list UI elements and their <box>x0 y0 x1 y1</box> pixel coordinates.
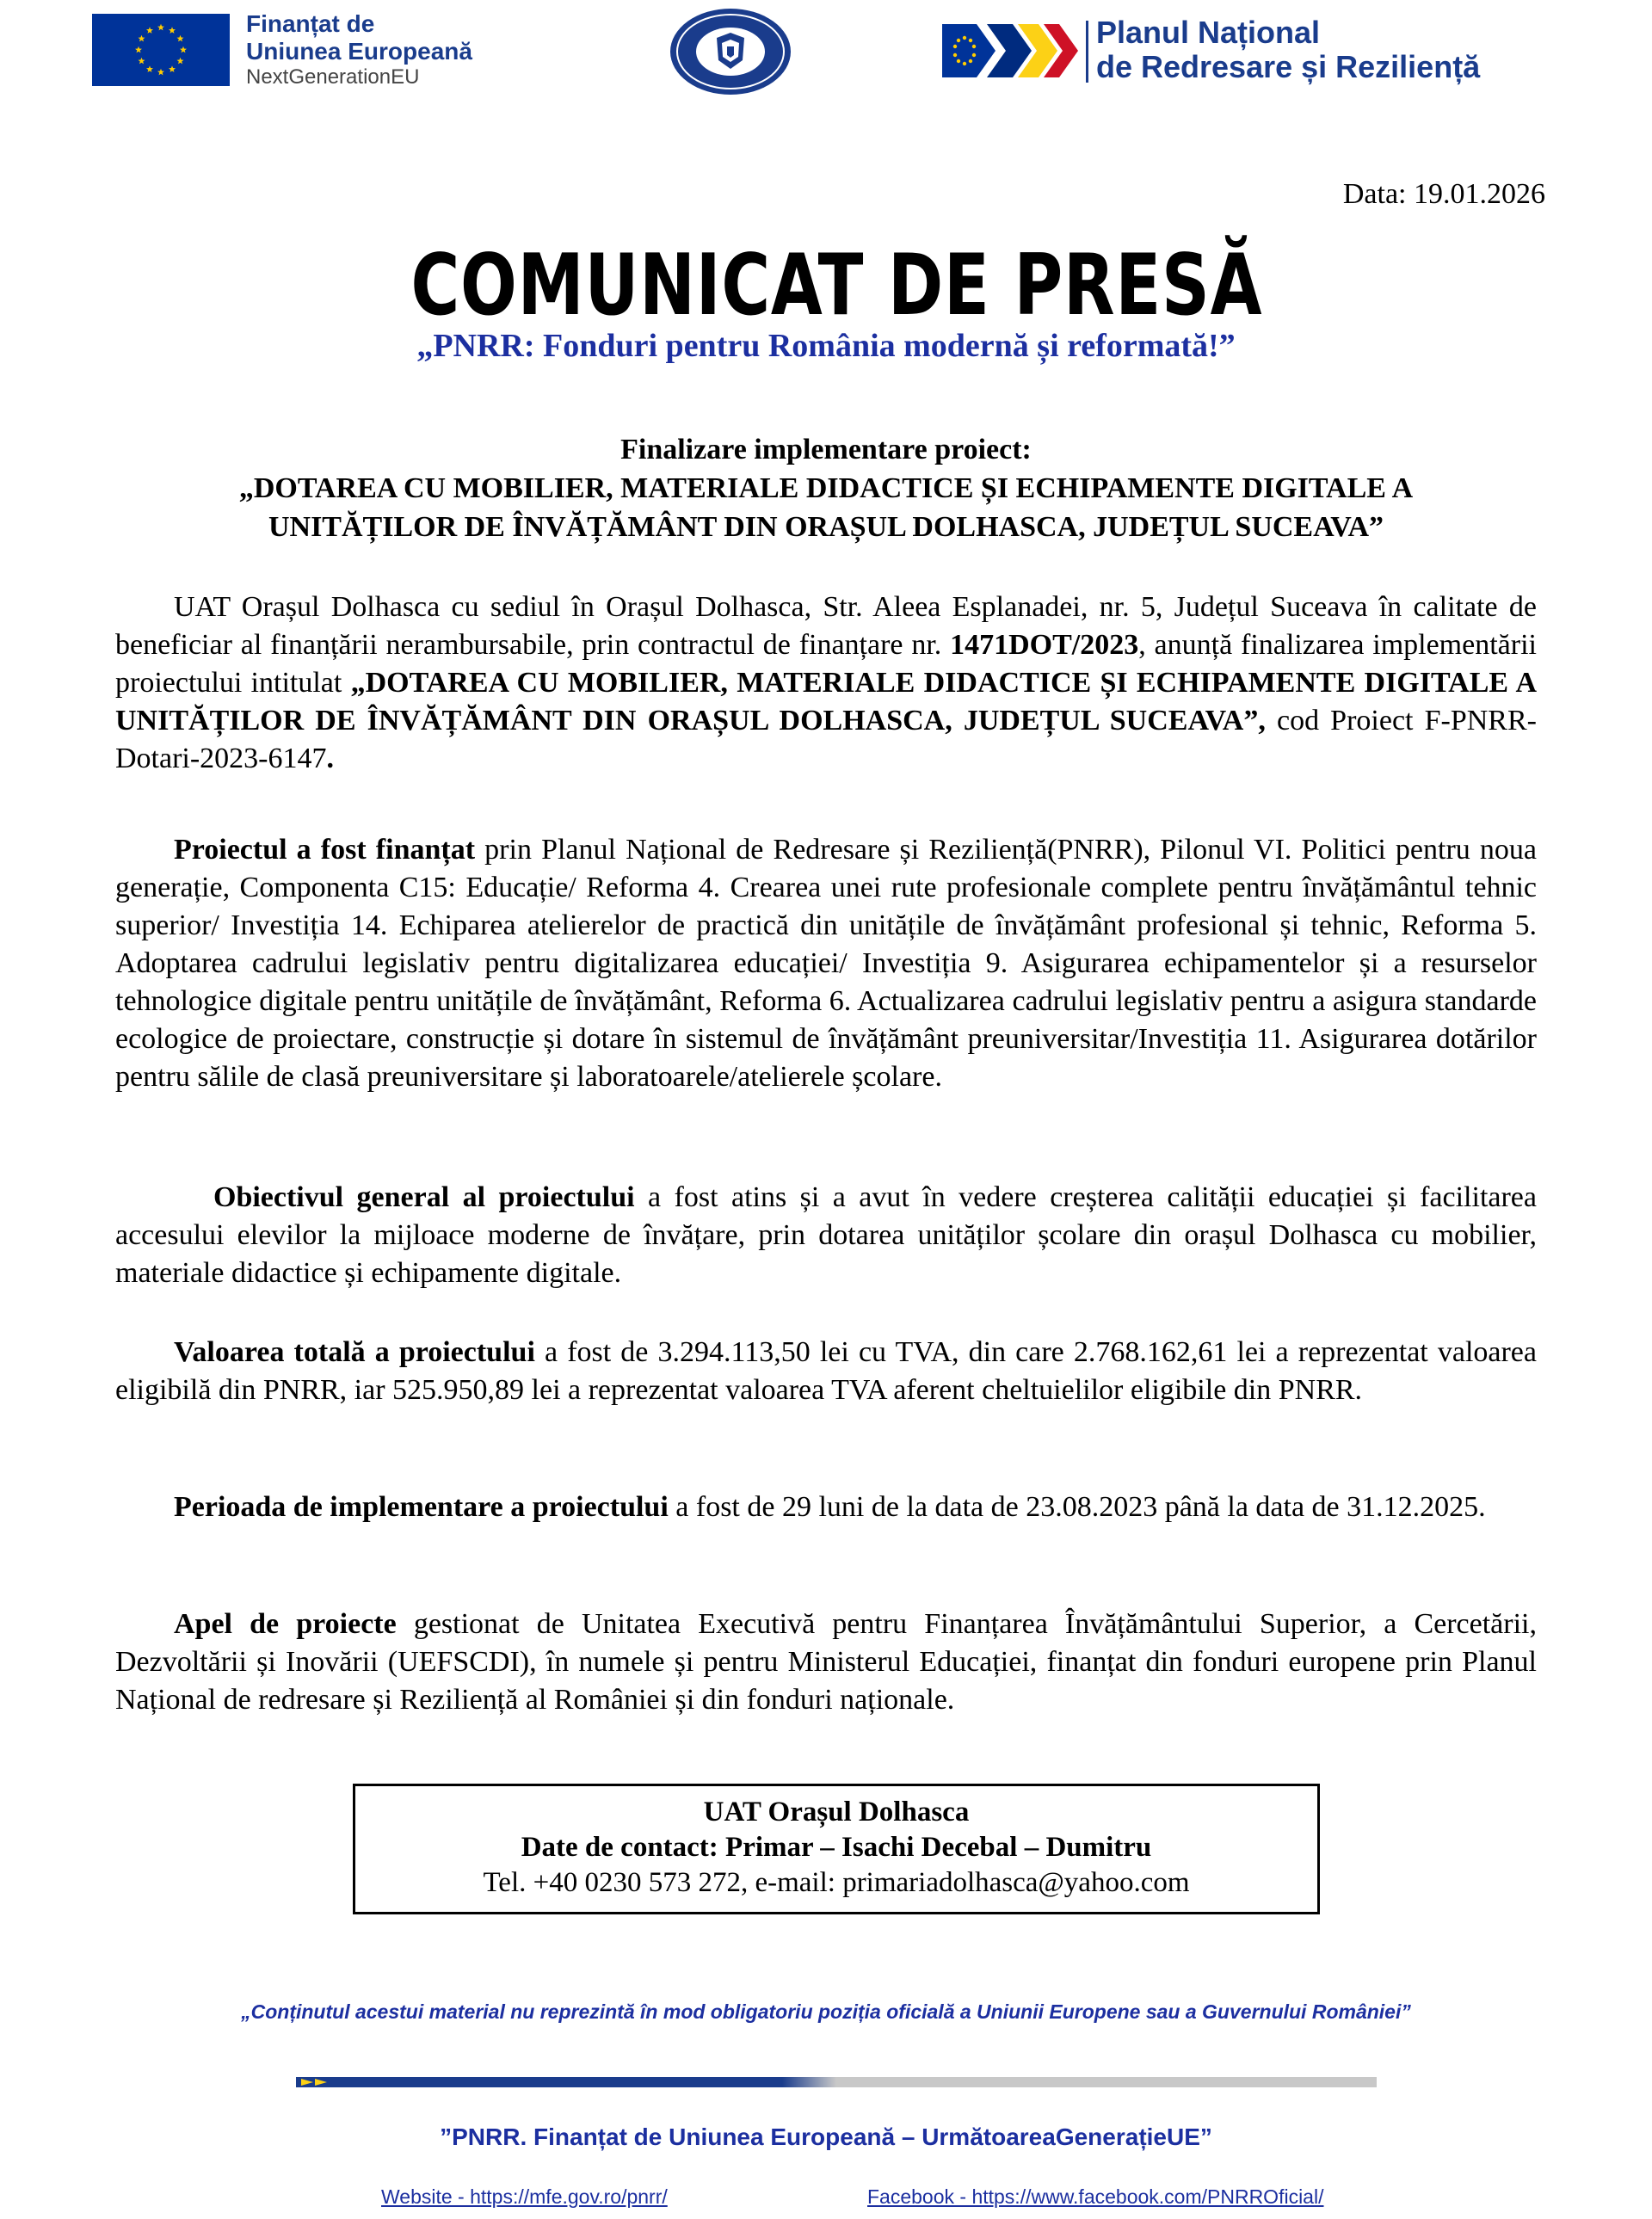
release-date: Data: 19.01.2026 <box>1342 178 1545 210</box>
paragraph-beneficiary <box>115 589 1537 778</box>
contact-person: Date de contact: Primar – Isachi Decebal – Dumitru <box>521 1832 1152 1863</box>
disclaimer: „Conținutul acestui material nu reprezintă în mod obligatoriu poziția oficială a Uniunii Europene sau a Guvernului României” <box>241 2000 1411 2023</box>
p2-lead: Proiectul a fost finanțat <box>174 834 476 866</box>
page-title: COMUNICAT DE PRESĂ <box>410 237 1263 335</box>
eu-line-3: NextGenerationEU <box>246 65 420 89</box>
paragraph-call <box>115 1606 1537 1719</box>
p6-text: gestionat de Unitatea Executivă pentru Finanțarea Învățământului Superior, a Cercetării, Dezvoltării și Inovării (UEFSCDI), în numele și pentru Ministerul Educației, finanțat din fonduri europene prin Planul Național de redresare și Reziliență al României și din fonduri naționale. <box>115 1608 1537 1716</box>
facebook-link[interactable]: Facebook - https://www.facebook.com/PNRROficial/ <box>867 2185 1324 2208</box>
pnrr-line-1: Planul Național <box>1096 15 1321 50</box>
paragraph-objective <box>115 1179 1537 1292</box>
footer-arrow-bar-icon <box>296 2075 1377 2089</box>
slogan: „PNRR: Fonduri pentru România modernă și reformată!” <box>416 328 1236 364</box>
website-link[interactable]: Website - https://mfe.gov.ro/pnrr/ <box>381 2185 668 2208</box>
contact-box <box>353 1784 1320 1914</box>
footer-slogan: ”PNRR. Finanțat de Uniunea Europeană – UrmătoareaGenerațieUE” <box>440 2123 1212 2150</box>
pnrr-line-2: de Redresare și Reziliență <box>1096 49 1481 85</box>
eu-line-2: Uniunea Europeană <box>246 38 472 65</box>
p1-project-name: „DOTAREA CU MOBILIER, MATERIALE DIDACTICE ȘI ECHIPAMENTE DIGITALE A UNITĂȚILOR DE ÎNVĂȚĂMÂNT DIN ORAȘUL DOLHASCA, JUDEȚUL SUCEAVA”, <box>115 667 1537 737</box>
paragraph-financing <box>115 831 1537 1096</box>
p1-end: . <box>326 743 335 774</box>
pnrr-arrows-icon <box>942 19 1078 83</box>
pnrr-separator <box>1086 21 1088 83</box>
p6-lead: Apel de proiecte <box>174 1608 397 1640</box>
p3-lead: Obiectivul general al proiectului <box>213 1181 635 1213</box>
contact-details: Tel. +40 0230 573 272, e-mail: primariadolhasca@yahoo.com <box>483 1867 1190 1898</box>
p4-lead: Valoarea totală a proiectului <box>174 1336 535 1368</box>
p1-text-c: cod Proiect F-PNRR-Dotari-2023-6147 <box>115 705 1537 774</box>
p3-text: a fost atins și a avut în vedere creșterea calității educației și facilitarea accesului elevilor la mijloace moderne de învățare, prin dotarea unităților școlare din orașul Dolhasca cu mobilier, materiale didactice și echipamente digitale. <box>115 1181 1537 1289</box>
eu-flag-icon <box>92 14 230 86</box>
p5-text: a fost de 29 luni de la data de 23.08.2023 până la data de 31.12.2025. <box>668 1491 1486 1523</box>
pnrr-label <box>1096 15 1480 85</box>
paragraph-period <box>115 1489 1537 1526</box>
eu-line-1: Finanțat de <box>246 10 375 37</box>
p4-text: a fost de 3.294.113,50 lei cu TVA, din care 2.768.162,61 lei a reprezentat valoarea eligibilă din PNRR, iar 525.950,89 lei a reprezentat valoarea TVA aferent cheltuielilor eligibile din PNRR. <box>115 1336 1537 1406</box>
p1-text-b: , anunță finalizarea implementării proiectului intitulat <box>115 629 1537 699</box>
p5-lead: Perioada de implementare a proiectului <box>174 1491 669 1523</box>
subtitle-line-2: „DOTAREA CU MOBILIER, MATERIALE DIDACTICE ȘI ECHIPAMENTE DIGITALE A <box>238 472 1414 504</box>
eu-funding-label <box>246 10 472 89</box>
subtitle-line-3: UNITĂȚILOR DE ÎNVĂȚĂMÂNT DIN ORAȘUL DOLHASCA, JUDEȚUL SUCEAVA” <box>268 511 1384 543</box>
contact-org: UAT Orașul Dolhasca <box>703 1797 970 1828</box>
project-subtitle <box>115 430 1537 546</box>
p1-contract-number: 1471DOT/2023 <box>950 629 1139 661</box>
government-seal-icon <box>667 7 794 96</box>
p1-text-a: UAT Orașul Dolhasca cu sediul în Orașul Dolhasca, Str. Aleea Esplanadei, nr. 5, Județul Suceava în calitate de beneficiar al finanțării nerambursabile, prin contractul de finanțare nr. <box>115 591 1537 661</box>
p2-text: prin Planul Național de Redresare și Reziliență(PNRR), Pilonul VI. Politici pentru noua generație, Componenta C15: Educație/ Reforma 4. Crearea unei rute profesionale complete pentru învățământul tehnic superior/ Investiția 14. Echiparea atelierelor de practică din unitățile de învățământ profesional și tehnic, Reforma 5. Adoptarea cadrului legislativ pentru digitalizarea educației/ Investiția 9. Asigurarea echipamentelor și a resurselor tehnologice digitale pentru unitățile de învățământ, Reforma 6. Actualizarea cadrului legislativ pentru a asigura standarde ecologice de proiectare, construcție și dotare în sistemul de învățământ preuniversitar/Investiția 11. Asigurarea dotărilor pentru sălile de clasă preuniversitare și laboratoarele/atelierele școlare. <box>115 834 1537 1093</box>
paragraph-value <box>115 1334 1537 1409</box>
subtitle-line-1: Finalizare implementare proiect: <box>620 434 1032 465</box>
